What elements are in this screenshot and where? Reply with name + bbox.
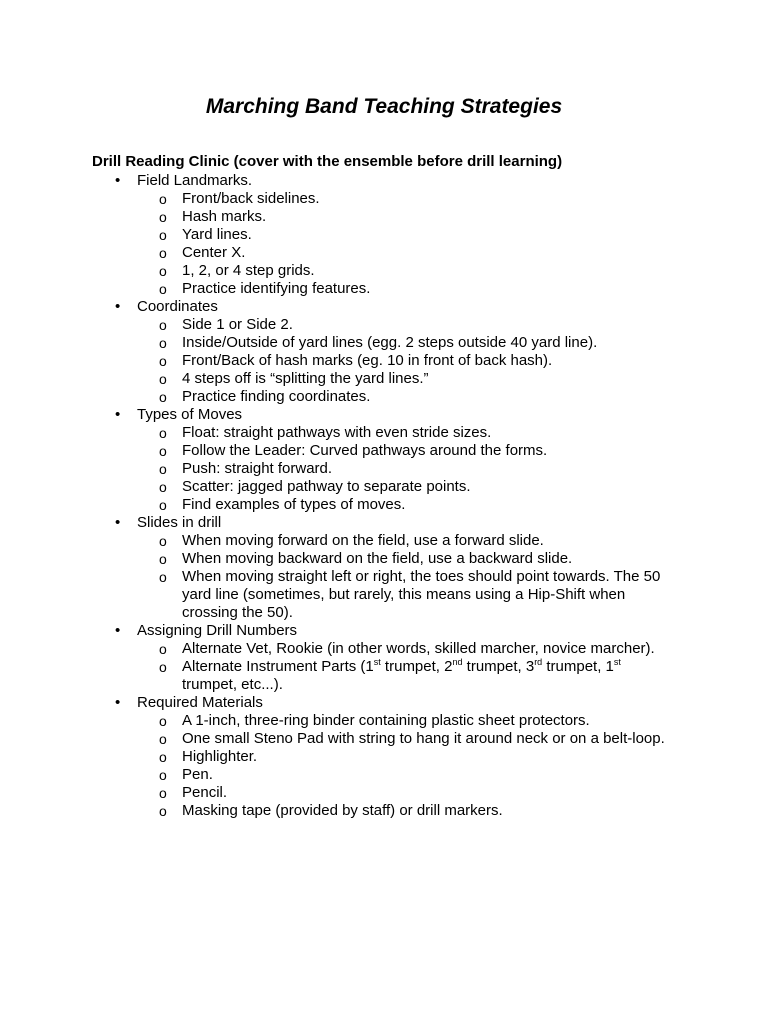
ordinal-suffix: nd [452, 657, 463, 667]
sub-bullet-icon: o [159, 731, 167, 747]
outline-subitem-text: When moving backward on the field, use a backward slide. [182, 550, 573, 567]
outline-subitem [0, 748, 768, 766]
outline-subitem-text: One small Steno Pad with string to hang it around neck or on a belt-loop. [182, 730, 665, 747]
sub-bullet-icon: o [159, 713, 167, 729]
bullet-icon: • [115, 298, 121, 315]
sub-bullet-icon: o [159, 335, 167, 351]
outline-item [0, 514, 768, 532]
sub-bullet-icon: o [159, 389, 167, 405]
outline-subitem-text [182, 658, 621, 693]
sub-bullet-icon: o [159, 641, 167, 657]
outline-subitem-text: Find examples of types of moves. [182, 496, 406, 513]
outline-subitem-text: Float: straight pathways with even stride sizes. [182, 424, 492, 441]
outline-subitem-text: Front/Back of hash marks (eg. 10 in front of back hash). [182, 352, 553, 369]
outline-subitem-text: Side 1 or Side 2. [182, 316, 293, 333]
outline-item-label: Coordinates [137, 298, 218, 315]
outline-subitem-text: Masking tape (provided by staff) or drill markers. [182, 802, 503, 819]
outline-subitem-text: When moving forward on the field, use a forward slide. [182, 532, 544, 549]
bullet-icon: • [115, 406, 121, 423]
outline-subitem [0, 226, 768, 244]
bullet-icon: • [115, 694, 121, 711]
instrument-parts-text: trumpet, 1 [542, 658, 614, 675]
sub-bullet-icon: o [159, 443, 167, 459]
outline-item [0, 298, 768, 316]
outline-subitem [0, 442, 768, 460]
outline-item [0, 406, 768, 424]
bullet-icon: • [115, 514, 121, 531]
outline-subitem [0, 640, 768, 658]
outline-subitem-text: Pencil. [182, 784, 228, 801]
sub-bullet-icon: o [159, 425, 167, 441]
sub-bullet-icon: o [159, 479, 167, 495]
ordinal-suffix: st [613, 657, 621, 667]
sub-bullet-icon: o [159, 461, 167, 477]
sub-bullet-icon: o [159, 317, 167, 333]
outline-item-label: Required Materials [137, 694, 263, 711]
sub-bullet-icon: o [159, 371, 167, 387]
outline-subitem [0, 766, 768, 784]
outline-subitem-text: Yard lines. [182, 226, 252, 243]
sub-bullet-icon: o [159, 227, 167, 243]
outline-subitem [0, 478, 768, 496]
outline-subitem [0, 244, 768, 262]
outline-item-label: Field Landmarks. [137, 172, 253, 189]
sub-bullet-icon: o [159, 263, 167, 279]
outline-subitem-text: Practice identifying features. [182, 280, 371, 297]
document-title: Marching Band Teaching Strategies [205, 95, 563, 118]
sub-bullet-icon: o [159, 191, 167, 207]
outline-subitem [0, 550, 768, 568]
instrument-parts-text: trumpet, 3 [462, 658, 535, 675]
outline-subitem [0, 460, 768, 478]
sub-bullet-icon: o [159, 803, 167, 819]
sub-bullet-icon: o [159, 551, 167, 567]
outline-subitem [0, 496, 768, 514]
outline-subitem [0, 370, 768, 388]
outline-item [0, 172, 768, 190]
outline-item-label: Types of Moves [137, 406, 243, 423]
outline-subitem [0, 784, 768, 802]
ordinal-suffix: st [373, 657, 381, 667]
outline-subitem [0, 316, 768, 334]
outline-subitem [0, 190, 768, 208]
outline-subitem [0, 262, 768, 280]
outline-subitem [0, 730, 768, 748]
instrument-parts-text: trumpet, etc...). [182, 676, 283, 693]
outline-subitem-text: Center X. [182, 244, 246, 261]
outline-subitem [0, 568, 768, 622]
outline-subitem [0, 658, 768, 694]
outline-subitem-text: Follow the Leader: Curved pathways around the forms. [182, 442, 548, 459]
ordinal-suffix: rd [534, 657, 543, 667]
outline-subitem-text: Scatter: jagged pathway to separate points. [182, 478, 471, 495]
instrument-parts-text: trumpet, 2 [380, 658, 453, 675]
outline-item-label: Slides in drill [137, 514, 222, 531]
outline-subitem [0, 802, 768, 820]
outline-subitem-text: Push: straight forward. [182, 460, 333, 477]
sub-bullet-icon: o [159, 209, 167, 225]
outline-subitem [0, 424, 768, 442]
outline-subitem-text: 1, 2, or 4 step grids. [182, 262, 315, 279]
outline-item-label: Assigning Drill Numbers [137, 622, 298, 639]
sub-bullet-icon: o [159, 533, 167, 549]
sub-bullet-icon: o [159, 569, 167, 585]
outline-subitem-text: Highlighter. [182, 748, 258, 765]
sub-bullet-icon: o [159, 785, 167, 801]
sub-bullet-icon: o [159, 353, 167, 369]
outline-subitem-text: A 1-inch, three-ring binder containing plastic sheet protectors. [182, 712, 590, 729]
bullet-icon: • [115, 622, 121, 639]
outline-subitem [0, 712, 768, 730]
outline-subitem-text: Alternate Vet, Rookie (in other words, skilled marcher, novice marcher). [182, 640, 655, 657]
sub-bullet-icon: o [159, 245, 167, 261]
sub-bullet-icon: o [159, 281, 167, 297]
bullet-icon: • [115, 172, 121, 189]
outline-subitem [0, 388, 768, 406]
outline-subitem-text: Practice finding coordinates. [182, 388, 371, 405]
outline-subitem [0, 352, 768, 370]
outline-subitem [0, 208, 768, 226]
outline-subitem-text: Inside/Outside of yard lines (egg. 2 steps outside 40 yard line). [182, 334, 598, 351]
sub-bullet-icon: o [159, 749, 167, 765]
section-heading: Drill Reading Clinic (cover with the ensemble before drill learning) [92, 153, 563, 170]
outline-subitem [0, 334, 768, 352]
outline-subitem-text: 4 steps off is “splitting the yard lines.” [182, 370, 429, 387]
outline-subitem-text: Hash marks. [182, 208, 267, 225]
sub-bullet-icon: o [159, 659, 167, 675]
outline-subitem [0, 532, 768, 550]
outline-item [0, 694, 768, 712]
sub-bullet-icon: o [159, 767, 167, 783]
sub-bullet-icon: o [159, 497, 167, 513]
outline-subitem [0, 280, 768, 298]
outline-subitem-text: Front/back sidelines. [182, 190, 320, 207]
instrument-parts-text: Alternate Instrument Parts (1 [182, 658, 374, 675]
outline-subitem-text: When moving straight left or right, the toes should point towards. The 50 yard line (sometimes, but rarely, this means using a Hip-Shift when crossing the 50). [182, 568, 661, 621]
outline-item [0, 622, 768, 640]
outline-subitem-text: Pen. [182, 766, 213, 783]
outline-list [0, 172, 768, 820]
